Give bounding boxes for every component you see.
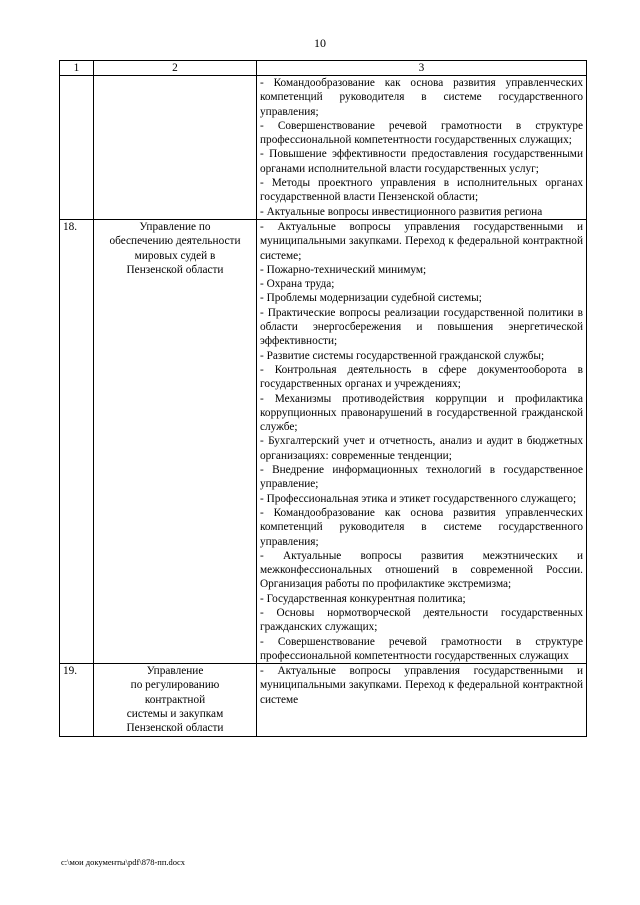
table-body bbox=[60, 76, 587, 737]
organization-name-line: системы и закупкам bbox=[126, 708, 224, 721]
course-topic-item: - Совершенствование речевой грамотности в структуре профессиональной компетентности государственных служащих; bbox=[260, 119, 583, 147]
course-topic-item: - Внедрение информационных технологий в государственное управление; bbox=[260, 464, 583, 491]
course-topic-item: - Актуальные вопросы инвестиционного развития региона bbox=[260, 205, 543, 218]
course-topic-item: - Развитие системы государственной гражданской службы; bbox=[260, 349, 545, 362]
course-topic-item: - Государственная конкурентная политика; bbox=[260, 592, 466, 605]
column-header-number: 1 bbox=[60, 61, 94, 76]
organization-name-line: Пензенской области bbox=[126, 263, 224, 276]
table-header-row bbox=[60, 61, 587, 76]
course-topics-cell bbox=[257, 664, 587, 736]
organization-name-line: Пензенской области bbox=[126, 722, 224, 735]
course-topic-item: - Охрана труда; bbox=[260, 278, 335, 291]
file-path-footer: c:\мои документы\pdf\878-пп.docx bbox=[61, 857, 186, 867]
table-row bbox=[60, 219, 587, 663]
organization-name-line: Управление bbox=[146, 665, 204, 678]
course-topic-item: - Профессиональная этика и этикет государственного служащего; bbox=[260, 492, 577, 505]
course-topic-item: - Методы проектного управления в исполнительных органах государственной власти Пензенской области; bbox=[260, 177, 583, 204]
course-topic-item: - Командообразование как основа развития управленческих компетенций руководителя в системе государственного управления; bbox=[260, 77, 583, 118]
course-topic-item: - Актуальные вопросы управления государственными и муниципальными закупками. Переход к федеральной контрактной системе; bbox=[260, 220, 583, 262]
course-topic-item: - Пожарно-технический минимум; bbox=[260, 263, 427, 276]
row-number: 18. bbox=[60, 219, 94, 663]
organization-name-line: по регулированию bbox=[130, 679, 220, 692]
course-topics-cell bbox=[257, 219, 587, 663]
course-topic-item: - Командообразование как основа развития управленческих компетенций руководителя в системе государственного управления; bbox=[260, 506, 583, 548]
course-topic-item: - Механизмы противодействия коррупции и профилактика коррупционных правонарушений в государственной гражданской службе; bbox=[260, 392, 583, 434]
course-topic-item: - Основы нормотворческой деятельности государственных гражданских служащих; bbox=[260, 606, 583, 634]
table-row bbox=[60, 664, 587, 736]
row-number bbox=[60, 76, 94, 220]
course-table bbox=[59, 60, 587, 737]
column-header-topics: 3 bbox=[257, 61, 587, 76]
course-topic-item: - Актуальные вопросы управления государственными и муниципальными закупками. Переход к федеральной контрактной системе bbox=[260, 665, 583, 706]
organization-name-line: обеспечению деятельности bbox=[109, 235, 241, 248]
course-topic-item: - Совершенствование речевой грамотности в структуре профессиональной компетентности государственных служащих bbox=[260, 635, 583, 662]
course-topic-item: - Проблемы модернизации судебной системы; bbox=[260, 292, 482, 305]
column-header-organization: 2 bbox=[94, 61, 257, 76]
organization-cell bbox=[94, 76, 257, 220]
course-topic-item: - Контрольная деятельность в сфере документооборота в государственных органах и учреждениях; bbox=[260, 363, 583, 391]
course-topic-item: - Повышение эффективности предоставления государственными органами исполнительной власти государственных услуг; bbox=[260, 148, 583, 175]
table-row bbox=[60, 76, 587, 220]
course-topics-cell bbox=[257, 76, 587, 220]
row-number: 19. bbox=[60, 664, 94, 736]
course-topic-item: - Практические вопросы реализации государственной политики в области энергосбережения и повышения энергетической эффективности; bbox=[260, 306, 583, 348]
organization-name-line: мировых судей в bbox=[134, 249, 216, 262]
page-number: 10 bbox=[314, 36, 326, 50]
organization-name-line: Управление по bbox=[139, 220, 211, 233]
organization-cell bbox=[94, 664, 257, 736]
organization-name-line: контрактной bbox=[144, 693, 206, 706]
course-topic-item: - Актуальные вопросы развития межэтнических и межконфессиональных отношений в современной России. Организация работы по профилактике экстремизма; bbox=[260, 549, 583, 591]
organization-cell bbox=[94, 219, 257, 663]
course-topic-item: - Бухгалтерский учет и отчетность, анализ и аудит в бюджетных организациях: современные тенденции; bbox=[260, 435, 583, 462]
